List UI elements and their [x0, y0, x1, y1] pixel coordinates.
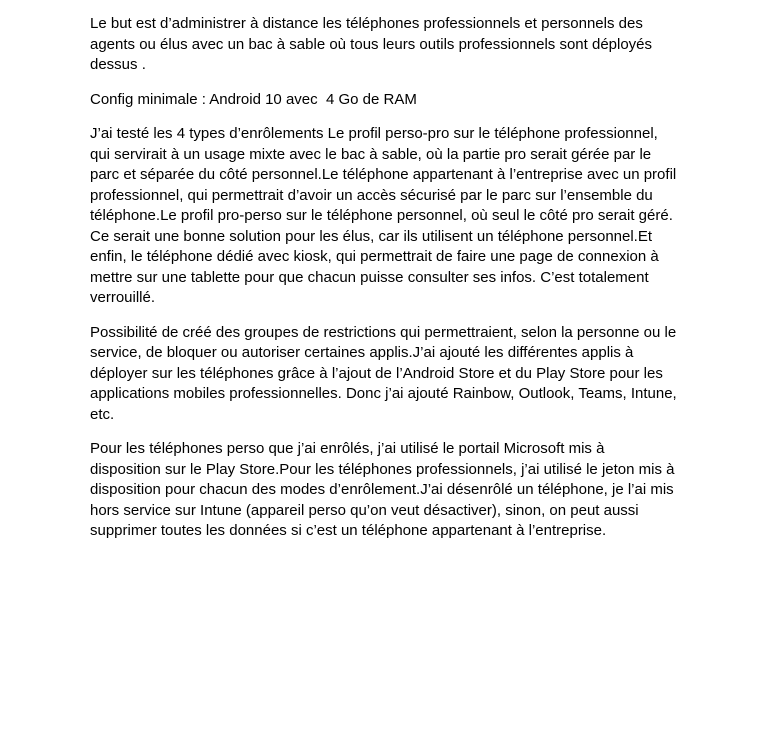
paragraph-intro: Le but est d’administrer à distance les téléphones professionnels et personnels des agents ou élus avec un bac à sable où tous leurs outils professionnels sont déployés dessus . [90, 15, 657, 73]
paragraph-types-enrolements: J’ai testé les 4 types d’enrôlements Le profil perso-pro sur le téléphone professionnel, qui servirait à un usage mixte avec le bac à sable, où la partie pro serait gérée par le parc et séparée du côté personnel.Le téléphone appartenant à l’entreprise avec un profil professionnel, qui permettrait d’avoir un accès sécurisé par le parc sur l’ensemble du téléphone.Le profil pro-perso sur le téléphone personnel, où seul le côté pro serait géré. Ce serait une bonne solution pour les élus, car ils utilisent un téléphone personnel.Et enfin, le téléphone dédié avec kiosk, qui permettrait de faire une page de connexion à mettre sur une tablette pour que chacun puisse consulter ses infos. C’est totalement verrouillé. [90, 125, 681, 306]
paragraph-config-minimale: Config minimale : Android 10 avec 4 Go de RAM [90, 90, 417, 108]
paragraph-enrolement-telephones: Pour les téléphones perso que j’ai enrôlés, j’ai utilisé le portail Microsoft mis à disposition sur le Play Store.Pour les téléphones professionnels, j’ai utilisé le jeton mis à disposition pour chacun des modes d’enrôlement.J’ai désenrôlé un téléphone, je l’ai mis hors service sur Intune (appareil perso qu’on veut désactiver), sinon, on peut aussi supprimer toutes les données si c’est un téléphone appartenant à l’entreprise. [90, 440, 679, 539]
paragraph-groupes-restrictions: Possibilité de créé des groupes de restrictions qui permettraient, selon la personne ou le service, de bloquer ou autoriser certaines applis.J’ai ajouté les différentes applis à déployer sur les téléphones grâce à l’ajout de l’Android Store et du Play Store pour les applications mobiles professionnelles. Donc j’ai ajouté Rainbow, Outlook, Teams, Intune, etc. [90, 323, 681, 423]
